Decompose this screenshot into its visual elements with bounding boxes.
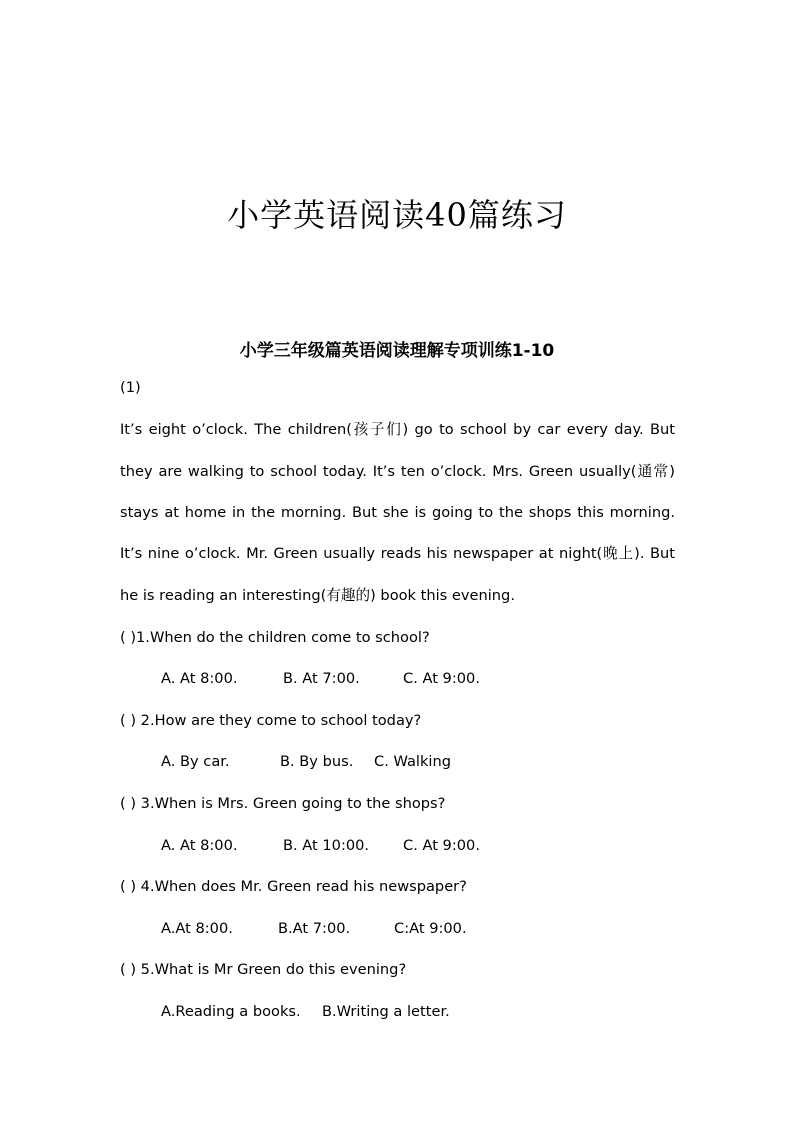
question-1-options (161, 669, 480, 689)
question-5-option-b: B.Writing a letter. (322, 1003, 450, 1020)
question-2-options (161, 752, 451, 772)
question-1: ( )1.When do the children come to school? (120, 629, 430, 646)
document-title: 小学英语阅读40篇练习 (227, 196, 567, 234)
question-4-options (161, 919, 467, 939)
question-2: ( ) 2.How are they come to school today? (120, 712, 422, 729)
question-5-option-a: A.Reading a books. (161, 1003, 301, 1020)
question-2-option-b: B. By bus. (280, 753, 354, 770)
question-4: ( ) 4.When does Mr. Green read his newspaper? (120, 878, 467, 895)
question-5-options (161, 1002, 450, 1022)
passage-line-4: It’s nine o’clock. Mr. Green usually reads his newspaper at night(晚上). But (120, 545, 675, 562)
question-2-option-a: A. By car. (161, 753, 230, 770)
passage-line-2: they are walking to school today. It’s ten o’clock. Mrs. Green usually(通常) (120, 463, 675, 480)
question-1-option-c: C. At 9:00. (403, 670, 480, 687)
question-2-option-c: C. Walking (374, 753, 451, 770)
passage-line-5: he is reading an interesting(有趣的) book this evening. (120, 587, 515, 604)
passage-line-3: stays at home in the morning. But she is going to the shops this morning. (120, 504, 675, 521)
passage-line-1: It’s eight o’clock. The children(孩子们) go to school by car every day. But (120, 421, 675, 438)
question-4-option-c: C:At 9:00. (394, 920, 467, 937)
question-3-option-b: B. At 10:00. (283, 837, 370, 854)
question-3-option-c: C. At 9:00. (403, 837, 480, 854)
question-1-option-a: A. At 8:00. (161, 670, 238, 687)
question-1-option-b: B. At 7:00. (283, 670, 360, 687)
section-subtitle: 小学三年级篇英语阅读理解专项训练1-10 (239, 341, 555, 361)
section-label: (1) (120, 379, 141, 396)
question-5: ( ) 5.What is Mr Green do this evening? (120, 961, 407, 978)
question-4-option-b: B.At 7:00. (278, 920, 351, 937)
question-3-options (161, 836, 480, 856)
question-4-option-a: A.At 8:00. (161, 920, 233, 937)
question-3: ( ) 3.When is Mrs. Green going to the shops? (120, 795, 446, 812)
question-3-option-a: A. At 8:00. (161, 837, 238, 854)
